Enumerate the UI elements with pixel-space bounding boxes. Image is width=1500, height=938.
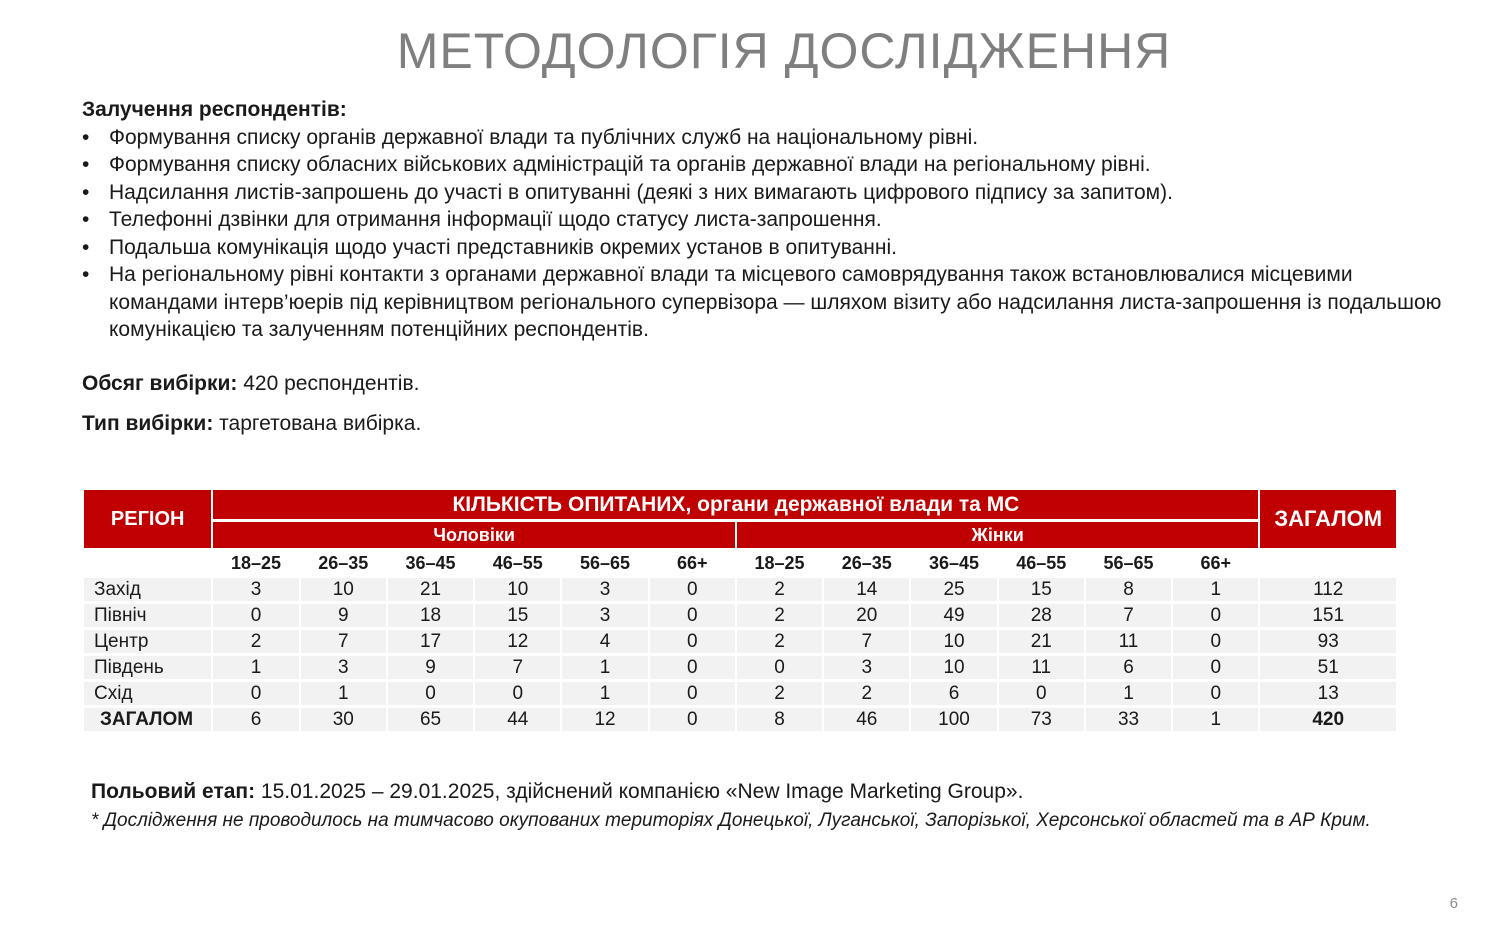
women-value-cell: 11 (1086, 630, 1171, 653)
women-value-cell: 0 (1173, 604, 1258, 627)
women-value-cell: 6 (1086, 656, 1171, 679)
age-header: 56–65 (1086, 551, 1171, 575)
women-value-cell: 2 (737, 682, 822, 705)
region-cell: Південь (84, 656, 211, 679)
page-number: 6 (1449, 895, 1458, 912)
men-value-cell: 7 (301, 630, 386, 653)
age-header: 18–25 (213, 551, 298, 575)
women-value-cell: 25 (911, 578, 996, 601)
women-value-cell: 2 (737, 578, 822, 601)
men-value-cell: 12 (562, 708, 647, 731)
men-value-cell: 3 (301, 656, 386, 679)
men-value-cell: 18 (388, 604, 473, 627)
recruitment-heading: Залучення респондентів: (82, 98, 347, 121)
sample-size-value: 420 респондентів. (237, 372, 420, 395)
men-value-cell: 4 (562, 630, 647, 653)
women-value-cell: 3 (824, 656, 909, 679)
women-value-cell: 6 (911, 682, 996, 705)
total-cell: 13 (1260, 682, 1396, 705)
men-value-cell: 7 (475, 656, 560, 679)
men-value-cell: 9 (301, 604, 386, 627)
field-stage (91, 780, 1023, 804)
age-header: 46–55 (475, 551, 560, 575)
women-value-cell: 21 (999, 630, 1084, 653)
men-value-cell: 1 (562, 656, 647, 679)
women-value-cell: 7 (824, 630, 909, 653)
region-cell: Північ (84, 604, 211, 627)
women-value-cell: 0 (1173, 682, 1258, 705)
men-value-cell: 30 (301, 708, 386, 731)
age-header: 26–35 (301, 551, 386, 575)
women-value-cell: 8 (1086, 578, 1171, 601)
women-value-cell: 11 (999, 656, 1084, 679)
total-cell: 51 (1260, 656, 1396, 679)
women-value-cell: 100 (911, 708, 996, 731)
age-header: 66+ (650, 551, 735, 575)
men-value-cell: 3 (562, 604, 647, 627)
men-value-cell: 0 (475, 682, 560, 705)
men-value-cell: 15 (475, 604, 560, 627)
age-header: 36–45 (388, 551, 473, 575)
men-value-cell: 0 (650, 708, 735, 731)
women-value-cell: 73 (999, 708, 1084, 731)
women-value-cell: 20 (824, 604, 909, 627)
men-value-cell: 44 (475, 708, 560, 731)
table-row (84, 630, 1396, 653)
sample-size (82, 372, 419, 396)
women-value-cell: 1 (1086, 682, 1171, 705)
women-value-cell: 2 (737, 630, 822, 653)
total-cell: 93 (1260, 630, 1396, 653)
men-value-cell: 0 (650, 630, 735, 653)
total-cell: 151 (1260, 604, 1396, 627)
list-item: • Формування списку обласних військових адміністрацій та органів державної влади на регіональному рівні. (82, 151, 1442, 179)
field-stage-value: 15.01.2025 – 29.01.2025, здійснений компанією «New Image Marketing Group». (255, 780, 1024, 803)
region-header: РЕГІОН (84, 490, 211, 548)
total-header: ЗАГАЛОМ (1260, 490, 1396, 548)
men-value-cell: 9 (388, 656, 473, 679)
list-item: • Телефонні дзвінки для отримання інформації щодо статусу листа-запрошення. (82, 206, 1442, 234)
age-header-row (84, 551, 1396, 575)
men-value-cell: 0 (213, 682, 298, 705)
women-value-cell: 0 (1173, 656, 1258, 679)
recruitment-section (82, 96, 1442, 344)
field-stage-label: Польовий етап: (91, 780, 256, 803)
table-total-row (84, 708, 1396, 731)
sample-size-label: Обсяг вибірки: (82, 372, 238, 395)
women-value-cell: 15 (999, 578, 1084, 601)
table-row (84, 604, 1396, 627)
region-cell: ЗАГАЛОМ (84, 708, 211, 731)
men-value-cell: 10 (301, 578, 386, 601)
women-value-cell: 46 (824, 708, 909, 731)
age-header: 56–65 (562, 551, 647, 575)
women-value-cell: 49 (911, 604, 996, 627)
list-item: • Надсилання листів-запрошень до участі в опитуванні (деякі з них вимагають цифрового підпису за запитом). (82, 179, 1442, 207)
total-cell: 420 (1260, 708, 1396, 731)
men-value-cell: 21 (388, 578, 473, 601)
women-value-cell: 1 (1173, 578, 1258, 601)
footnote: * Дослідження не проводилось на тимчасово окупованих територіях Донецької, Луганської, Запорізької, Херсонської областей та в АР Крим. (91, 810, 1371, 831)
list-item: • Подальша комунікація щодо участі представників окремих установ в опитуванні. (82, 234, 1442, 262)
respondents-table (82, 487, 1398, 734)
page-title: МЕТОДОЛОГІЯ ДОСЛІДЖЕННЯ (396, 23, 1172, 79)
women-value-cell: 2 (824, 682, 909, 705)
men-value-cell: 6 (213, 708, 298, 731)
men-value-cell: 0 (650, 656, 735, 679)
men-value-cell: 3 (213, 578, 298, 601)
recruitment-list (82, 124, 1442, 344)
women-value-cell: 7 (1086, 604, 1171, 627)
men-value-cell: 12 (475, 630, 560, 653)
women-value-cell: 1 (1173, 708, 1258, 731)
age-header: 66+ (1173, 551, 1258, 575)
women-value-cell: 33 (1086, 708, 1171, 731)
list-item: • На регіональному рівні контакти з органами державної влади та місцевого самоврядування також встановлювалися місцевими командами інтерв’юерів під керівництвом регіонального супервізора — шляхом візиту або надсилання листа-запрошення із подальшою комунікацією та залученням потенційних респондентів. (82, 261, 1442, 344)
women-value-cell: 10 (911, 656, 996, 679)
age-header: 26–35 (824, 551, 909, 575)
men-value-cell: 1 (301, 682, 386, 705)
sample-type-label: Тип вибірки: (82, 412, 214, 435)
men-value-cell: 65 (388, 708, 473, 731)
men-value-cell: 0 (388, 682, 473, 705)
men-value-cell: 3 (562, 578, 647, 601)
women-value-cell: 2 (737, 604, 822, 627)
women-value-cell: 0 (1173, 630, 1258, 653)
total-cell: 112 (1260, 578, 1396, 601)
men-value-cell: 2 (213, 630, 298, 653)
age-header: 36–45 (911, 551, 996, 575)
list-item: • Формування списку органів державної влади та публічних служб на національному рівні. (82, 124, 1442, 152)
table-row (84, 682, 1396, 705)
women-value-cell: 10 (911, 630, 996, 653)
men-value-cell: 0 (213, 604, 298, 627)
region-cell: Центр (84, 630, 211, 653)
women-value-cell: 28 (999, 604, 1084, 627)
age-spacer (84, 551, 211, 575)
women-value-cell: 0 (737, 656, 822, 679)
men-value-cell: 1 (562, 682, 647, 705)
respondents-table-wrap (84, 487, 1398, 734)
women-value-cell: 0 (999, 682, 1084, 705)
sample-type (82, 412, 421, 436)
region-cell: Захід (84, 578, 211, 601)
main-header: КІЛЬКІСТЬ ОПИТАНИХ, органи державної влади та МС (213, 490, 1258, 519)
table-body (84, 578, 1396, 731)
women-value-cell: 8 (737, 708, 822, 731)
age-header: 18–25 (737, 551, 822, 575)
table-row (84, 578, 1396, 601)
men-value-cell: 0 (650, 604, 735, 627)
women-value-cell: 14 (824, 578, 909, 601)
men-value-cell: 1 (213, 656, 298, 679)
sample-type-value: таргетована вибірка. (213, 412, 422, 435)
men-value-cell: 0 (650, 682, 735, 705)
men-header: Чоловіки (213, 522, 735, 548)
age-spacer (1260, 551, 1396, 575)
table-row (84, 656, 1396, 679)
men-value-cell: 17 (388, 630, 473, 653)
region-cell: Схід (84, 682, 211, 705)
men-value-cell: 10 (475, 578, 560, 601)
men-value-cell: 0 (650, 578, 735, 601)
age-header: 46–55 (999, 551, 1084, 575)
women-header: Жінки (737, 522, 1259, 548)
